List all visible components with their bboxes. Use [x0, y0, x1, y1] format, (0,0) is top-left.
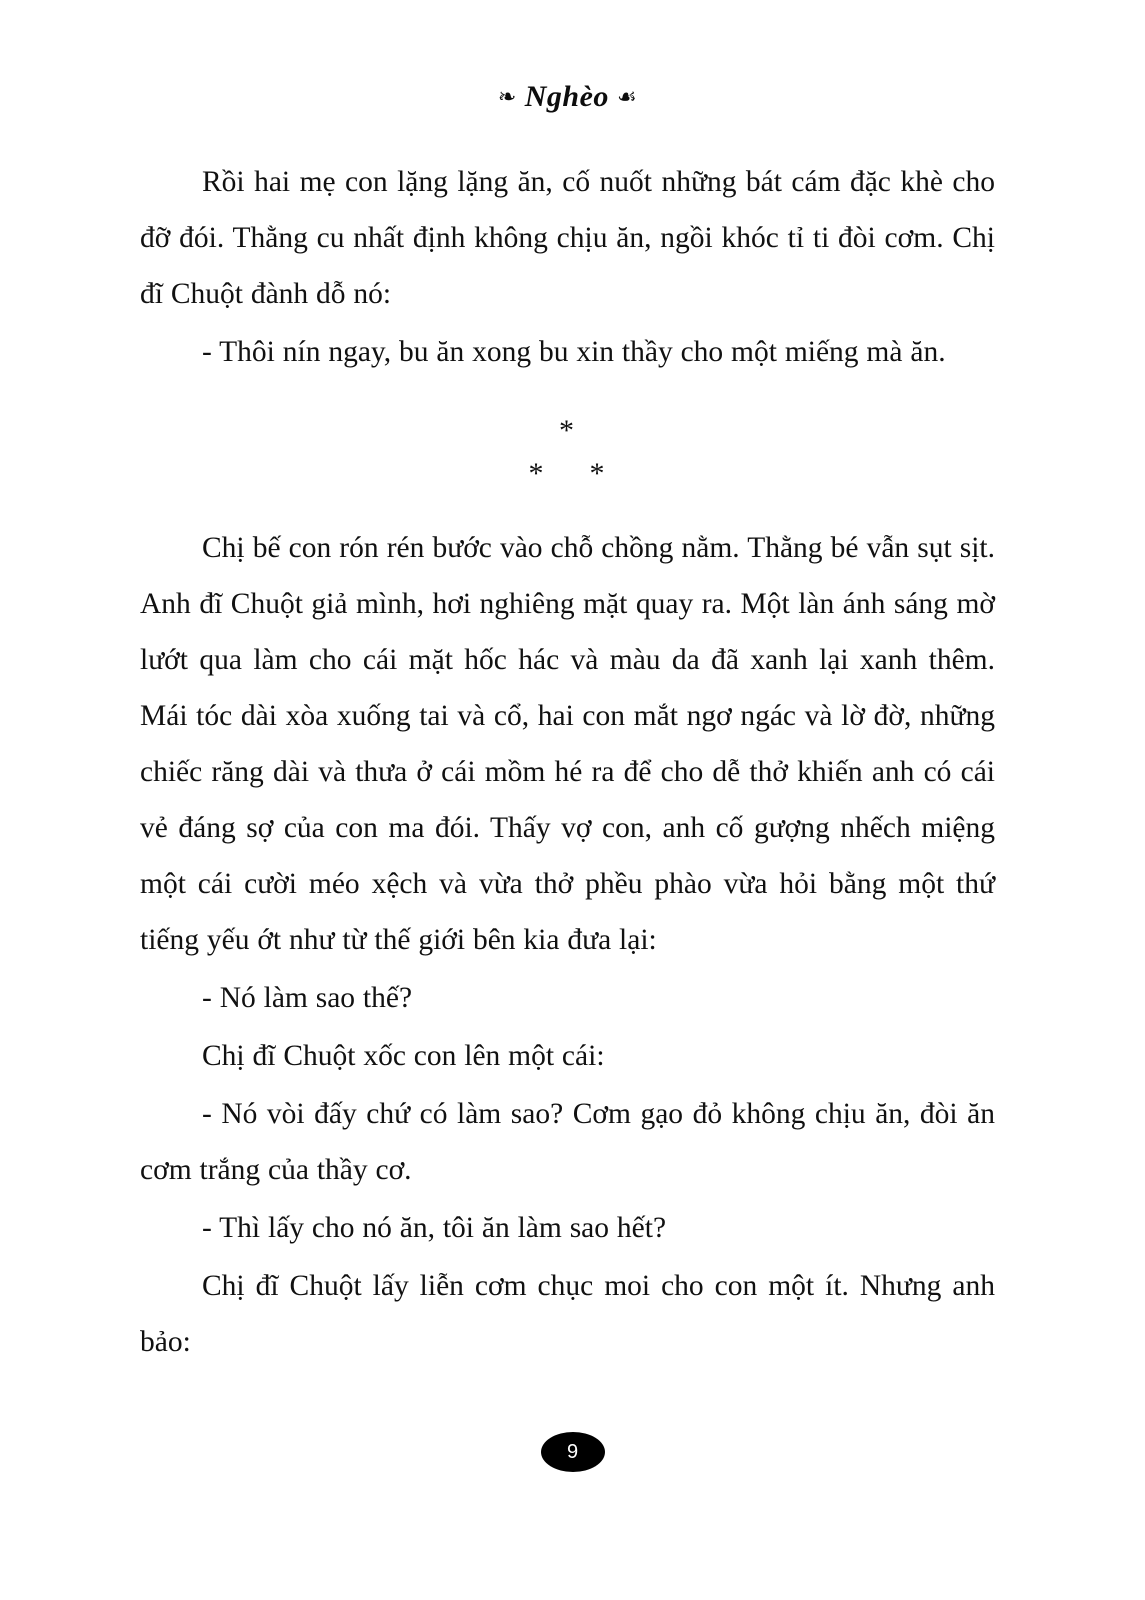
paragraph: Chị đĩ Chuột lấy liễn cơm chục moi cho con một ít. Nhưng anh bảo: [140, 1270, 995, 1358]
separator-star-right: * [589, 457, 607, 490]
section-separator [140, 414, 995, 490]
paragraph: Chị bế con rón rén bước vào chỗ chồng nằm. Thằng bé vẫn sụt sịt. Anh đĩ Chuột giả mình, hơi nghiêng mặt quay ra. Một làn ánh sáng mờ lướt qua làm cho cái mặt hốc hác và màu da đã xanh lại xanh thêm. Mái tóc dài xòa xuống tai và cổ, hai con mắt ngơ ngác và lờ đờ, những chiếc răng dài và thưa ở cái mồm hé ra để cho dễ thở khiến anh có cái vẻ đáng sợ của con ma đói. Thấy vợ con, anh cố gượng nhếch miệng một cái cười méo xệch và vừa thở phều phào vừa hỏi bằng một thứ tiếng yếu ớt như từ thế giới bên kia đưa lại: [140, 532, 995, 956]
page-title: Nghèo [524, 80, 609, 113]
running-head [140, 80, 995, 114]
page-number-badge: 9 [541, 1432, 605, 1472]
ornament-left-icon: ❧ [497, 84, 517, 109]
paragraph: Rồi hai mẹ con lặng lặng ăn, cố nuốt những bát cám đặc khè cho đỡ đói. Thằng cu nhất định không chịu ăn, ngồi khóc tỉ ti đòi cơm. Chị đĩ Chuột đành dỗ nó: [140, 166, 995, 310]
paragraph: - Nó làm sao thế? [202, 982, 413, 1014]
ornament-right-icon: ☙ [616, 84, 638, 109]
separator-star-left: * [528, 457, 546, 490]
paragraph: - Thì lấy cho nó ăn, tôi ăn làm sao hết? [202, 1212, 667, 1244]
separator-star-top: * [559, 414, 576, 447]
page-content [140, 80, 995, 1372]
paragraph: - Nó vòi đấy chứ có làm sao? Cơm gạo đỏ không chịu ăn, đòi ăn cơm trắng của thầy cơ. [140, 1098, 995, 1186]
paragraph: Chị đĩ Chuột xốc con lên một cái: [202, 1040, 605, 1072]
paragraph: - Thôi nín ngay, bu ăn xong bu xin thầy cho một miếng mà ăn. [202, 336, 946, 368]
separator-star-row [140, 457, 995, 490]
page-footer [0, 1432, 1145, 1472]
